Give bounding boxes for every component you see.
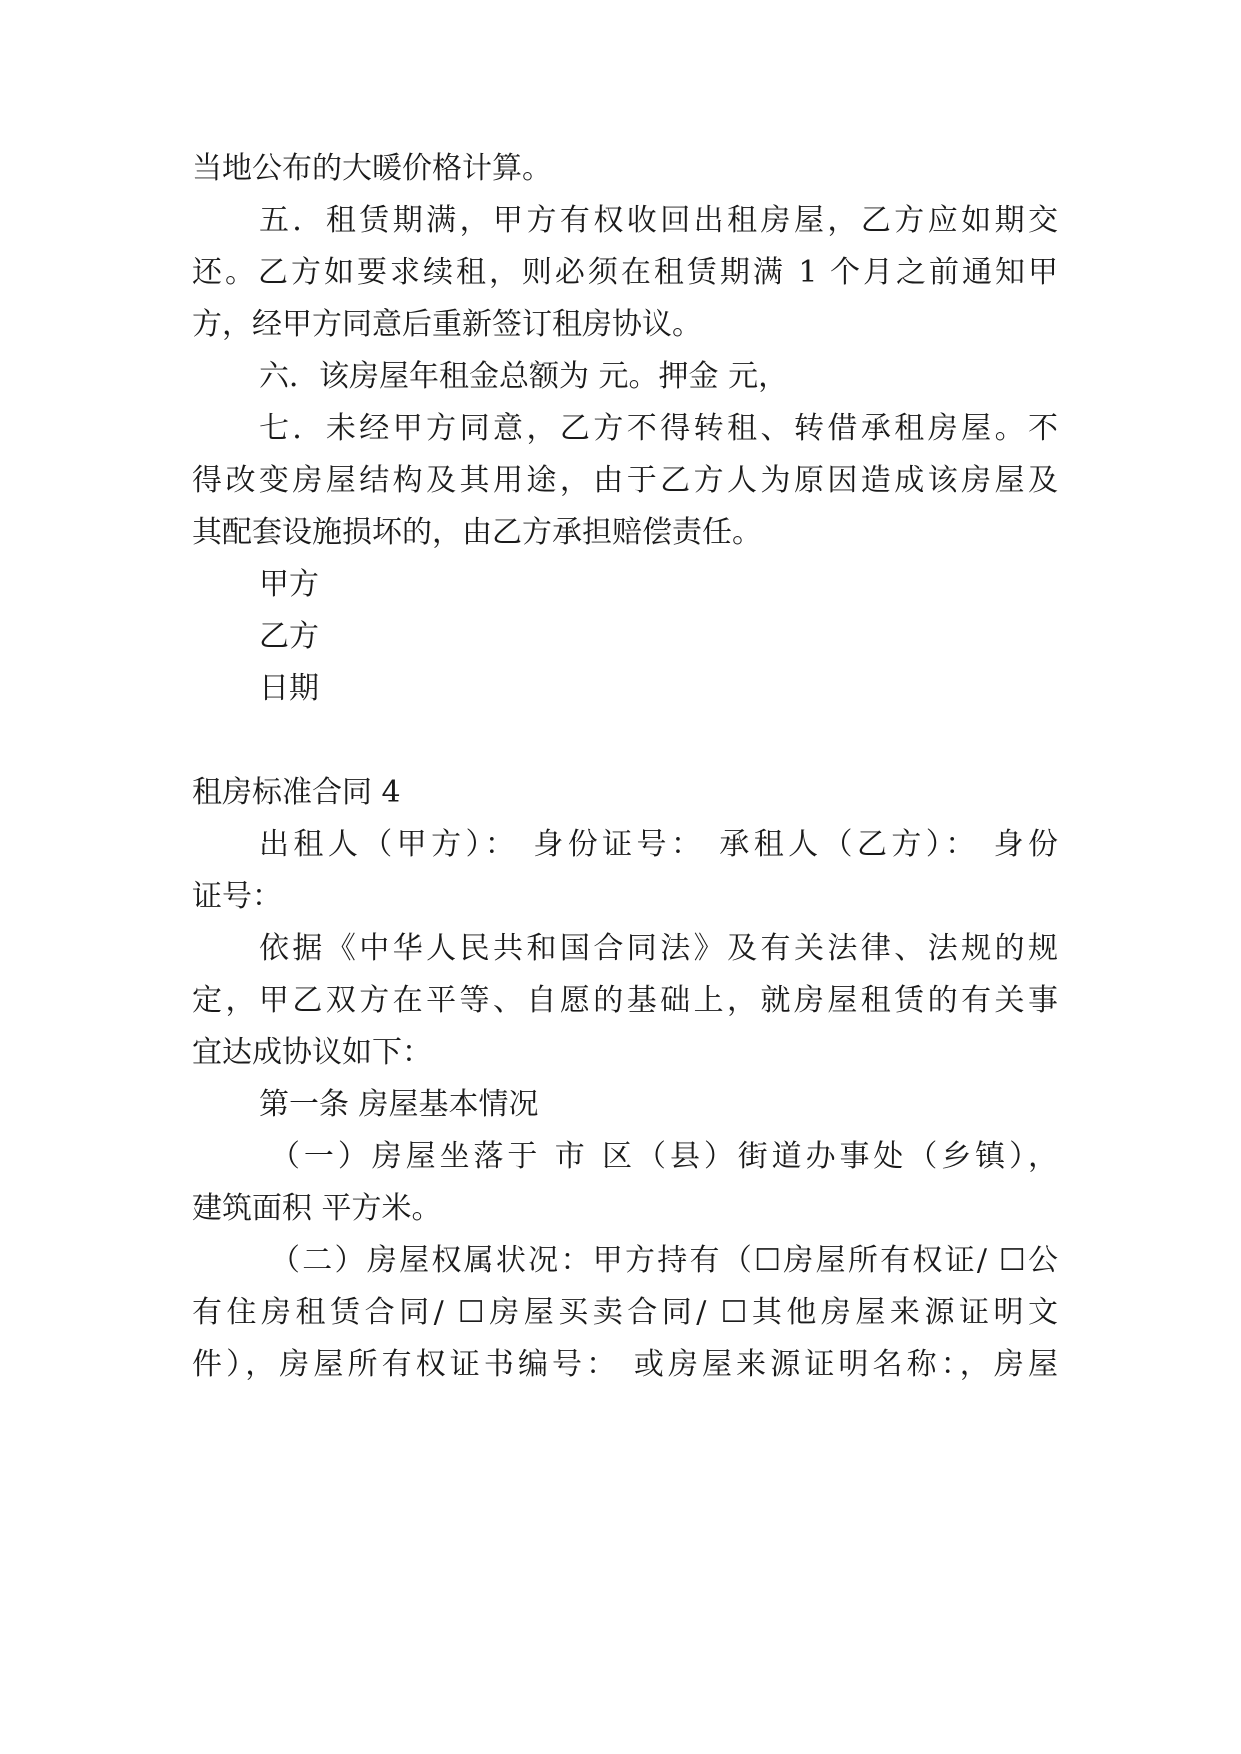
article-1-item-2-line-2: 有住房租赁合同/ ☐房屋买卖合同/ ☐其他房屋来源证明文 [192, 1295, 1058, 1330]
article-1-item-1-line-1: （一）房屋坐落于 市 区（县）街道办事处（乡镇）， [270, 1139, 1058, 1174]
clause-6: 六．该房屋年租金总额为 元。押金 元， [259, 359, 789, 394]
clause-5-line-1: 五．租赁期满，甲方有权收回出租房屋，乙方应如期交 [259, 203, 1058, 238]
article-1-item-2-line-3: 件），房屋所有权证书编号： 或房屋来源证明名称：，房屋 [192, 1347, 1058, 1382]
date-label: 日期 [259, 671, 319, 706]
party-b-label: 乙方 [259, 619, 319, 654]
clause-7-line-3: 其配套设施损坏的，由乙方承担赔偿责任。 [192, 515, 762, 550]
clause-5-line-3: 方，经甲方同意后重新签订租房协议。 [192, 307, 702, 342]
clause-7-line-2: 得改变房屋结构及其用途，由于乙方人为原因造成该房屋及 [192, 463, 1058, 498]
parties-line-2: 证号： [192, 879, 282, 914]
contract-title: 租房标准合同 4 [192, 775, 401, 810]
article-1-item-2-line-1: （二）房屋权属状况：甲方持有（☐房屋所有权证/ ☐公 [270, 1243, 1058, 1278]
clause-7-line-1: 七．未经甲方同意，乙方不得转租、转借承租房屋。不 [259, 411, 1058, 446]
parties-line-1: 出租人（甲方）： 身份证号： 承租人（乙方）： 身份 [259, 827, 1058, 862]
text-line-1: 当地公布的大暖价格计算。 [192, 151, 552, 186]
clause-5-line-2: 还。乙方如要求续租，则必须在租赁期满 1 个月之前通知甲 [192, 255, 1058, 290]
preamble-line-1: 依据《中华人民共和国合同法》及有关法律、法规的规 [259, 931, 1058, 966]
article-1-heading: 第一条 房屋基本情况 [259, 1087, 539, 1122]
party-a-label: 甲方 [259, 567, 319, 602]
preamble-line-2: 定，甲乙双方在平等、自愿的基础上，就房屋租赁的有关事 [192, 983, 1058, 1018]
article-1-item-1-line-2: 建筑面积 平方米。 [192, 1191, 442, 1226]
preamble-line-3: 宜达成协议如下： [192, 1035, 432, 1070]
